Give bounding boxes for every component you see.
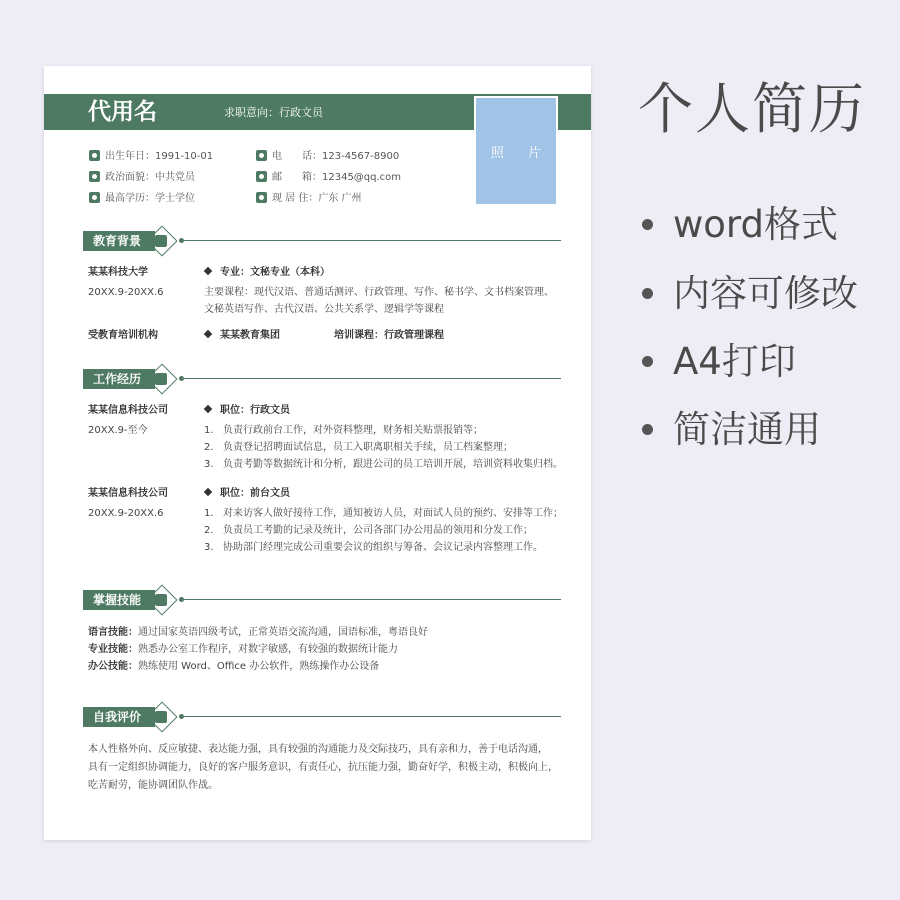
bullet-dot: [642, 219, 653, 230]
duty-number: 3.: [204, 542, 214, 553]
duty-text: 负责员工考勤的记录及统计，公司各部门办公用品的领用和分发工作；: [223, 525, 533, 536]
mail-icon: [256, 171, 267, 182]
training-org: [202, 329, 280, 343]
duty-number: 3.: [204, 459, 214, 470]
skill-label: 专业技能：: [88, 644, 138, 655]
school-period: 20XX.9-20XX.6: [88, 287, 164, 298]
flag-icon: [89, 171, 100, 182]
duty-text: 负责行政前台工作，对外资料整理，财务相关贴票报销等；: [223, 425, 483, 436]
courses-line-1: 主要课程：现代汉语、普通话测评、行政管理、写作、秘书学、文书档案管理、: [204, 287, 554, 298]
courses-line-2: 文秘英语写作、古代汉语、公共关系学、逻辑学等课程: [204, 304, 444, 315]
duty-number: 1.: [204, 425, 214, 436]
job-duty: [204, 424, 483, 438]
section-rule: [184, 240, 561, 241]
job-duty: [204, 541, 543, 555]
skill-text: 熟练使用 Word、Office 办公软件，熟练操作办公设备: [138, 661, 380, 672]
graduation-cap-icon: [155, 235, 167, 247]
duty-text: 协助部门经理完成公司重要会议的组织与筹备、会议记录内容整理工作。: [223, 542, 543, 553]
resume-page: [44, 66, 591, 840]
promo-bullet: [642, 201, 838, 249]
job-company: 某某信息科技公司: [88, 488, 168, 499]
section-title: 掌握技能: [83, 590, 155, 610]
major-text: 专业：文秘专业（本科）: [220, 267, 330, 278]
job-period: 20XX.9-至今: [88, 425, 148, 436]
training-label: 受教育培训机构: [88, 330, 158, 341]
info-email: [256, 171, 401, 185]
training-course: 培训课程：行政管理课程: [334, 330, 444, 341]
info-text: 出生年日：1991-10-01: [105, 151, 214, 162]
promo-bullet: [642, 270, 858, 318]
info-text: 政治面貌：中共党员: [105, 172, 195, 183]
info-phone: [256, 150, 399, 164]
graduation-icon: [89, 192, 100, 203]
phone-icon: [256, 150, 267, 161]
section-rule: [184, 716, 561, 717]
promo-bullet: [642, 338, 796, 386]
job-title: [202, 404, 290, 418]
training-org-text: 某某教育集团: [220, 330, 280, 341]
duty-number: 1.: [204, 508, 214, 519]
section-skills-header: [83, 590, 561, 610]
section-work-header: [83, 369, 561, 389]
skill-item: [88, 660, 379, 674]
duty-text: 对来访客人做好接待工作，通知被访人员，对面试人员的预约、安排等工作；: [223, 508, 563, 519]
duty-number: 2.: [204, 442, 214, 453]
section-title: 自我评价: [83, 707, 155, 727]
job-title-text: 职位：行政文员: [220, 405, 290, 416]
bullet-diamond: [204, 267, 212, 275]
section-self-eval-header: [83, 707, 561, 727]
promo-bullet-text: 简洁通用: [673, 408, 821, 451]
bullet-dot: [642, 356, 653, 367]
photo-placeholder: [474, 96, 558, 206]
promo-title: 个人简历: [638, 77, 867, 141]
section-education-header: [83, 231, 561, 251]
section-title: 工作经历: [83, 369, 155, 389]
bullet-dot: [642, 288, 653, 299]
info-birthday: [89, 150, 213, 164]
section-title: 教育背景: [83, 231, 155, 251]
self-eval-line: 本人性格外向、反应敏捷、表达能力强，具有较强的沟通能力及交际技巧，具有亲和力，善于电话沟通，: [88, 744, 548, 755]
info-text: 现 居 住：广东 广州: [272, 193, 362, 204]
job-title: [202, 487, 290, 501]
info-politics: [89, 171, 195, 185]
skill-text: 通过国家英语四级考试，正常英语交流沟通，国语标准，粤语良好: [138, 627, 428, 638]
promo-bullet-text: 内容可修改: [673, 272, 858, 315]
promo-bullet-text: word格式: [673, 203, 838, 246]
location-icon: [256, 192, 267, 203]
self-eval-line: 具有一定组织协调能力，良好的客户服务意识，有责任心，抗压能力强，勤奋好学，积极主动，积极向上，: [88, 762, 558, 773]
job-intent: 求职意向：行政文员: [224, 106, 323, 119]
skill-label: 办公技能：: [88, 661, 138, 672]
info-text: 最高学历：学士学位: [105, 193, 195, 204]
info-education: [89, 192, 195, 206]
skill-item: [88, 626, 428, 640]
document-icon: [155, 711, 167, 723]
major: [202, 266, 330, 280]
job-duty: [204, 458, 563, 472]
bullet-diamond: [204, 330, 212, 338]
job-title-text: 职位：前台文员: [220, 488, 290, 499]
bullet-dot: [642, 424, 653, 435]
duty-text: 负责考勤等数据统计和分析，跟进公司的员工培训开展，培训资料收集归档。: [223, 459, 563, 470]
job-duty: [204, 441, 513, 455]
promo-bullet: [642, 406, 821, 454]
section-rule: [184, 599, 561, 600]
duty-text: 负责登记招聘面试信息，员工入职离职相关手续，员工档案整理；: [223, 442, 513, 453]
skill-label: 语言技能：: [88, 627, 138, 638]
skill-item: [88, 643, 398, 657]
skill-text: 熟悉办公室工作程序，对数字敏感，有较强的数据统计能力: [138, 644, 398, 655]
job-period: 20XX.9-20XX.6: [88, 508, 164, 519]
job-company: 某某信息科技公司: [88, 405, 168, 416]
duty-number: 2.: [204, 525, 214, 536]
school-name: 某某科技大学: [88, 267, 148, 278]
section-rule: [184, 378, 561, 379]
info-address: [256, 192, 362, 206]
person-icon: [89, 150, 100, 161]
candidate-name: 代用名: [88, 99, 157, 125]
promo-bullet-text: A4打印: [673, 340, 796, 383]
photo-label: 照 片: [490, 146, 552, 161]
info-text: 邮 箱：12345@qq.com: [272, 172, 402, 183]
info-text: 电 话：123-4567-8900: [272, 151, 400, 162]
bullet-diamond: [204, 405, 212, 413]
self-eval-line: 吃苦耐劳，能协调团队作战。: [88, 780, 218, 791]
briefcase-icon: [155, 373, 167, 385]
bullet-diamond: [204, 488, 212, 496]
gear-icon: [155, 594, 167, 606]
job-duty: [204, 524, 533, 538]
job-duty: [204, 507, 563, 521]
